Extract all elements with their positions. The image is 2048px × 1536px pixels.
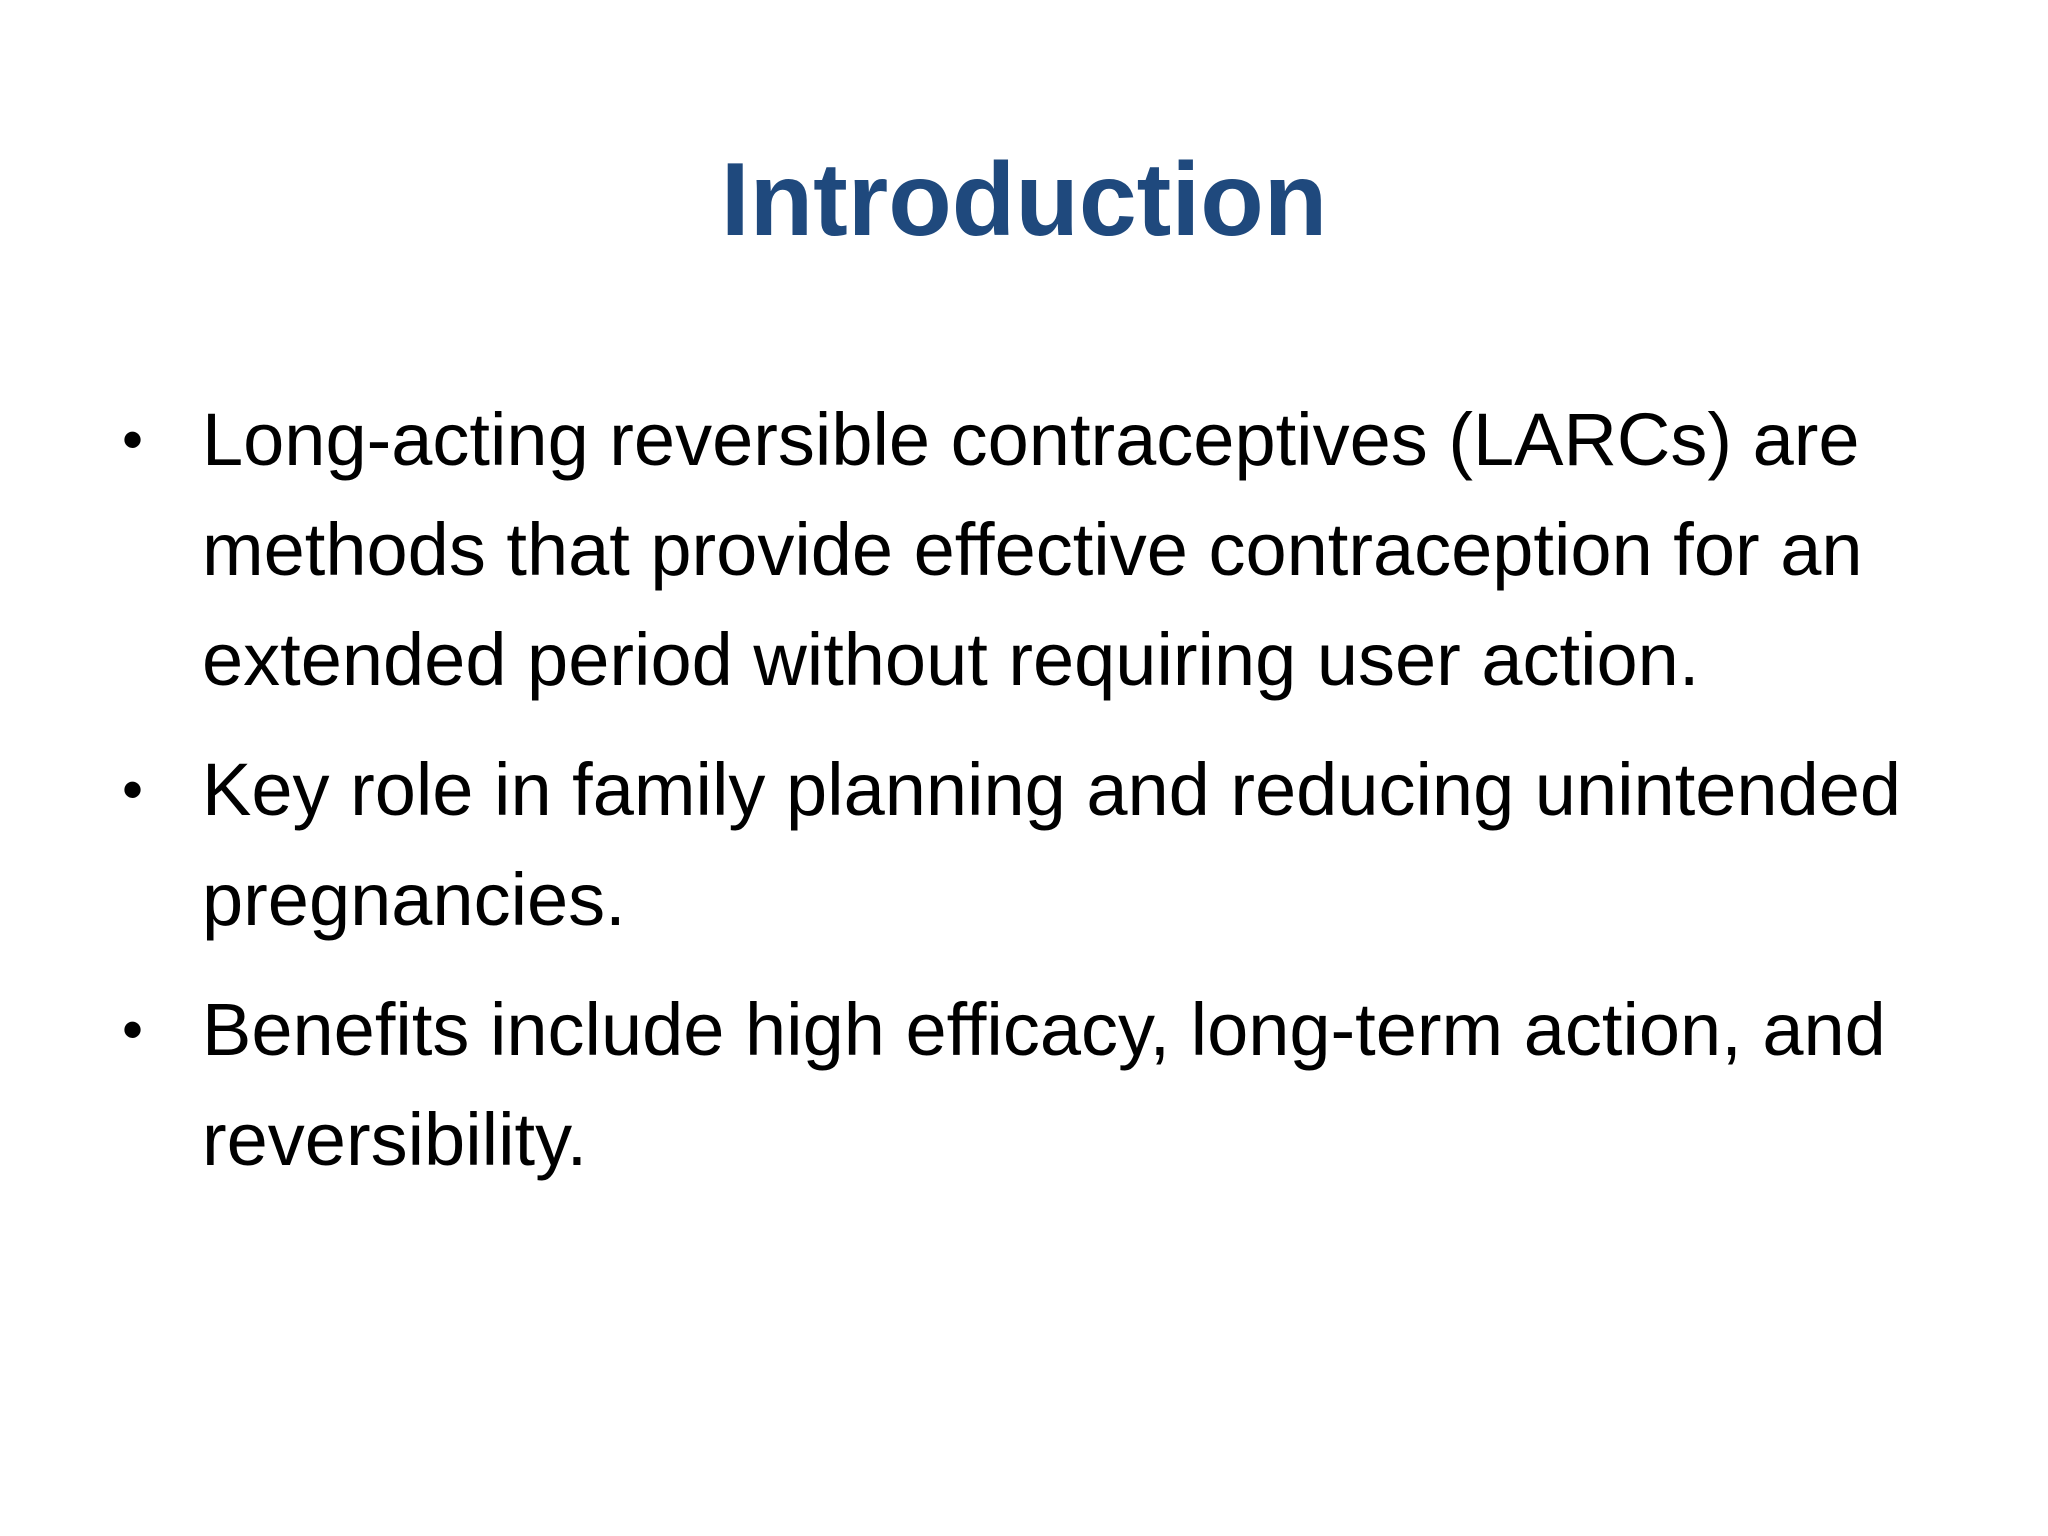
bullet-text: Long-acting reversible contraceptives (LARCs) are methods that provide effective contraception for an extended period without requiring user action. (202, 398, 1863, 701)
bullet-text: Benefits include high efficacy, long-term action, and reversibility. (202, 988, 1886, 1181)
bullet-item (112, 735, 1942, 955)
bullet-dot-icon: • (122, 996, 144, 1063)
bullet-item (112, 385, 1942, 715)
bullet-item (112, 975, 1942, 1195)
bullet-dot-icon: • (122, 406, 144, 473)
slide-title: Introduction (720, 142, 1328, 258)
bullet-list (112, 385, 1942, 1215)
bullet-text: Key role in family planning and reducing unintended pregnancies. (202, 748, 1902, 941)
bullet-dot-icon: • (122, 756, 144, 823)
